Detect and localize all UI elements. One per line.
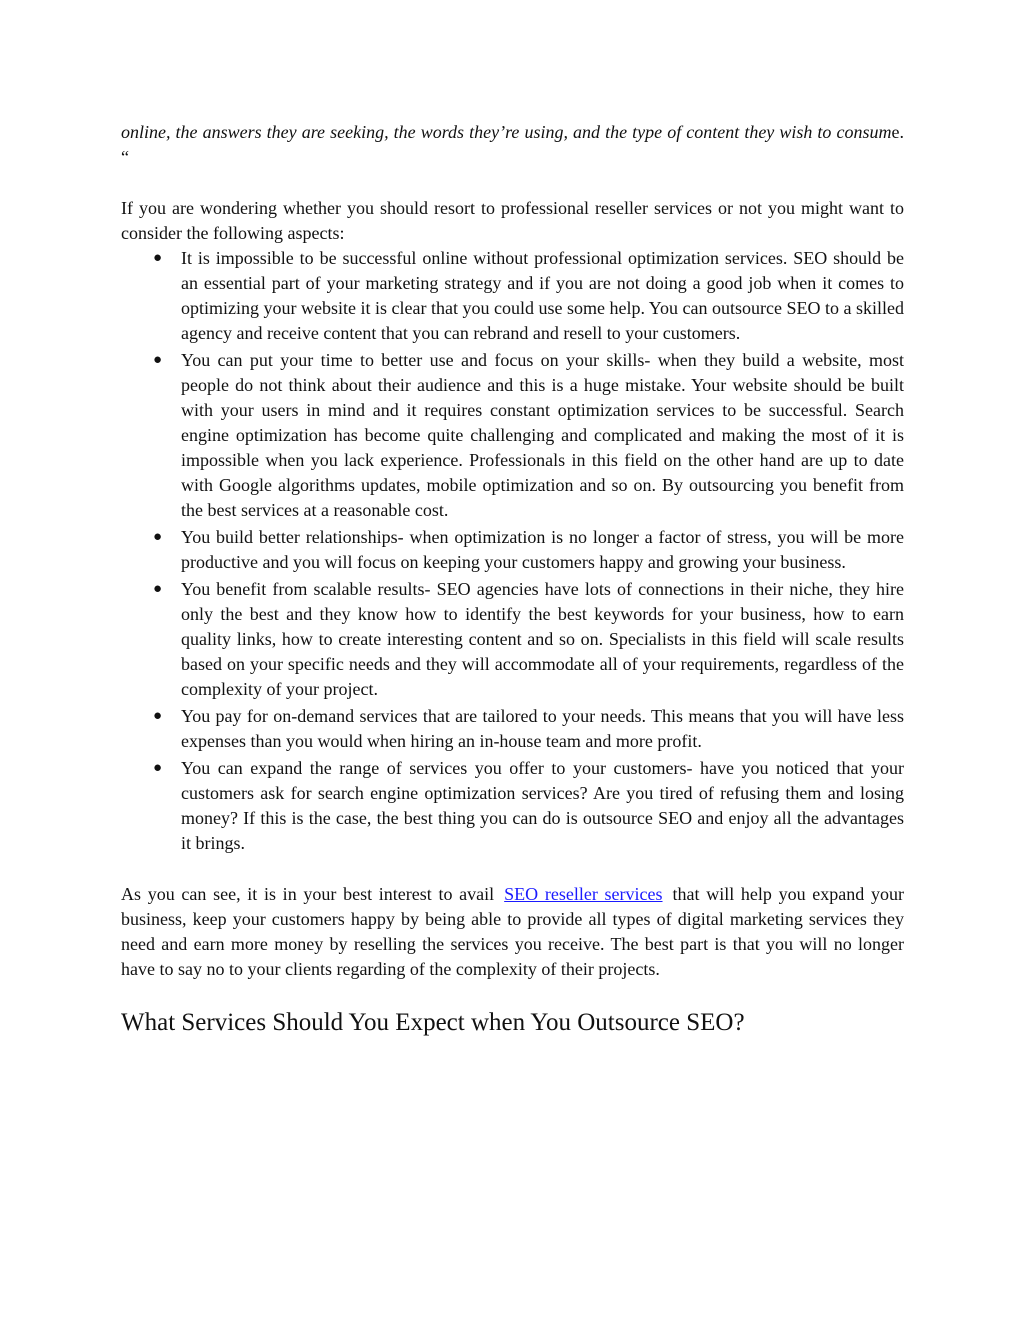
closing-paragraph xyxy=(121,882,904,982)
bullet-icon: ● xyxy=(153,760,163,776)
bullet-icon: ● xyxy=(153,708,163,724)
list-item-text: You can put your time to better use and focus on your skills- when they build a website, most people do not think about their audience and this is a huge mistake. Your website should be built with your users in mind and it requires constant optimization services to be successful. Search engine optimization has become quite challenging and complicated and making the most of it is impossible when you lack experience. Professionals in this field on the other hand are up to date with Google algorithms updates, mobile optimization and so on. By outsourcing you benefit from the best services at a reasonable cost. xyxy=(181,350,904,520)
bullet-icon: ● xyxy=(153,529,163,545)
list-item-text: You can expand the range of services you offer to your customers- have you noticed that your customers ask for search engine optimization services? Are you tired of refusing them and losing money? If this is the case, the best thing you can do is outsource SEO and enjoy all the advantages it brings. xyxy=(181,758,904,853)
quote-continuation xyxy=(121,120,904,170)
list-item-text: You benefit from scalable results- SEO agencies have lots of connections in their niche, they hire only the best and they know how to identify the best keywords for your business, how to earn quality links, how to create interesting content and so on. Specialists in this field will scale results based on your specific needs and they will accommodate all of your requirements, regardless of the complexity of your project. xyxy=(181,579,904,699)
list-item-text: You build better relationships- when optimization is no longer a factor of stress, you will be more productive and you will focus on keeping your customers happy and growing your business. xyxy=(181,527,904,572)
list-item xyxy=(153,577,904,702)
closing-text-after-link: that will help you expand your business, keep your customers happy by being able to provide all types of digital marketing services they need and earn more money by reselling the services you receive. The best part is that you will no longer have to say no to your clients regarding of the complexity of their projects. xyxy=(121,884,904,979)
seo-reseller-services-link[interactable]: SEO reseller services xyxy=(504,884,663,904)
list-item xyxy=(153,704,904,754)
intro-paragraph: If you are wondering whether you should resort to professional reseller services or not you might want to consider the following aspects: xyxy=(121,198,904,243)
list-item xyxy=(153,525,904,575)
section-heading: What Services Should You Expect when You Outsource SEO? xyxy=(121,1009,745,1036)
document-page xyxy=(121,120,904,1039)
closing-text-before-link: As you can see, it is in your best interest to avail xyxy=(121,884,495,904)
quote-italic-text: online, the answers they are seeking, the words they’re using, and the type of content they wish to consum xyxy=(121,122,892,142)
list-item-text: It is impossible to be successful online without professional optimization services. SEO should be an essential part of your marketing strategy and if you are not doing a good job when it comes to optimizing your website it is clear that you could use some help. You can outsource SEO to a skilled agency and receive content that you can rebrand and resell to your customers. xyxy=(181,248,904,343)
list-item xyxy=(153,246,904,346)
aspects-list xyxy=(121,246,904,856)
list-item-text: You pay for on-demand services that are tailored to your needs. This means that you will have less expenses than you would when hiring an in-house team and more profit. xyxy=(181,706,904,751)
list-item xyxy=(153,348,904,523)
quote-tail-text: e. “ xyxy=(121,122,904,167)
bullet-icon: ● xyxy=(153,581,163,597)
list-item xyxy=(153,756,904,856)
bullet-icon: ● xyxy=(153,250,163,266)
bullet-icon: ● xyxy=(153,352,163,368)
